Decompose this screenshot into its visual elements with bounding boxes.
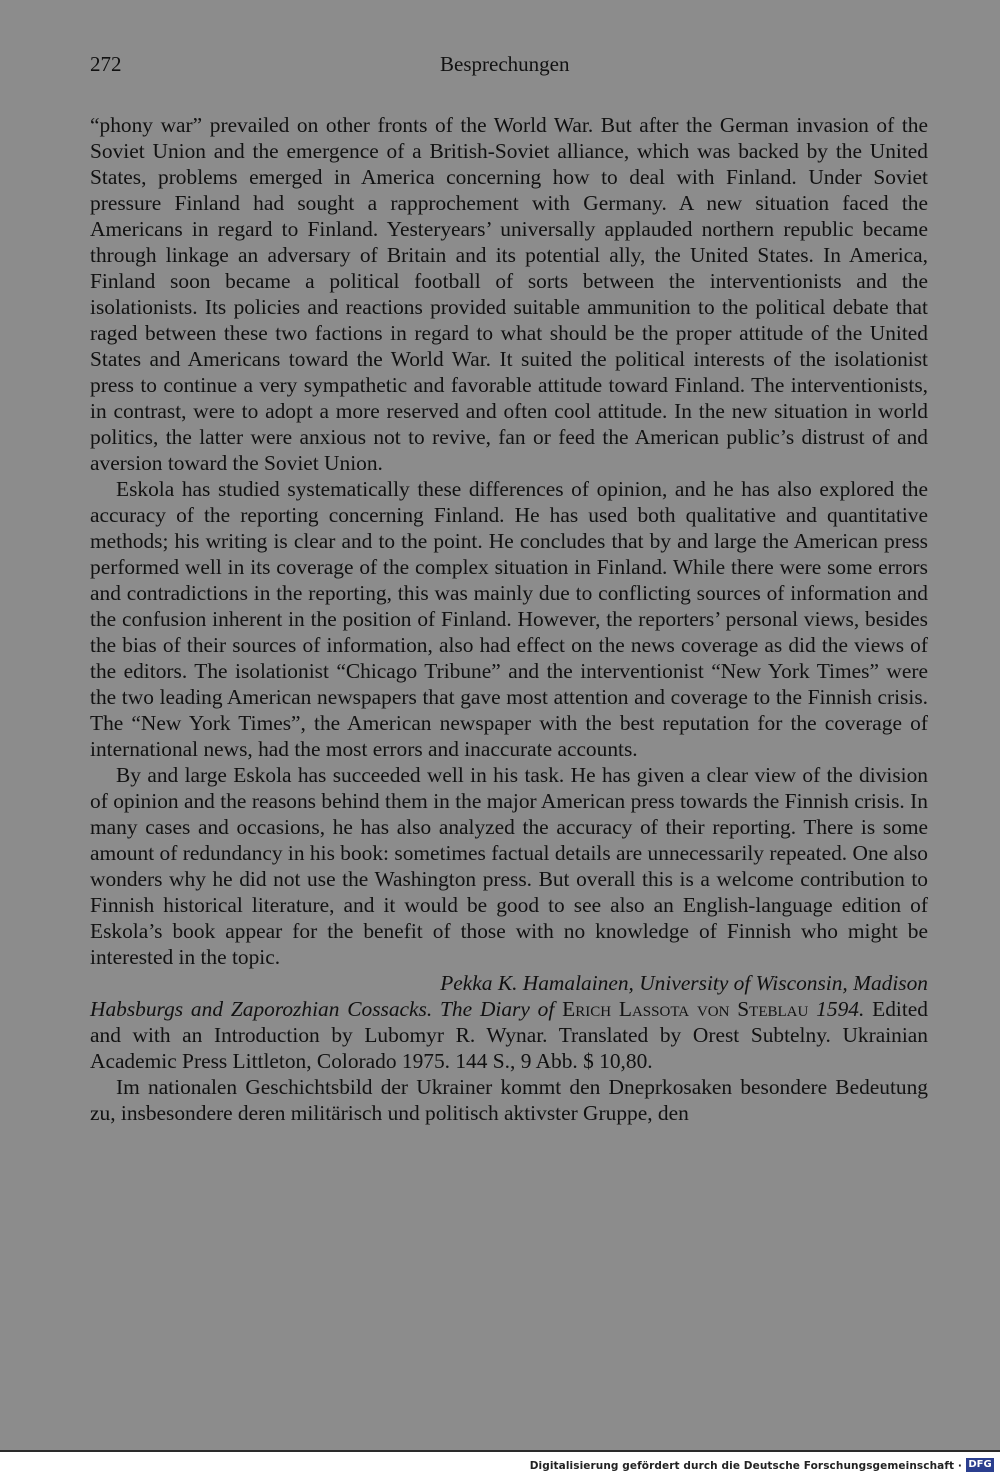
page-number: 272: [90, 52, 122, 76]
running-title: Besprechungen: [440, 52, 570, 76]
review2-citation-details: Edited and with an Introduction by Lubomyr R. Wynar. Translated by Orest Subtelny. Ukrainian Academic Press Littleton, Colorado 1975. 144 S., 9 Abb. $ 10,80.: [90, 997, 928, 1073]
review1-paragraph-3: By and large Eskola has succeeded well in his task. He has given a clear view of the division of opinion and the reasons behind them in the major American press towards the Finnish crisis. In many cases and occasions, he has also analyzed the accuracy of their reporting. There is some amount of redundancy in his book: sometimes factual details are unnecessarily repeated. One also wonders why he did not use the Washington press. But overall this is a welcome contribution to Finnish historical literature, and it would be good to see also an English-language edition of Eskola’s book appear for the benefit of those with no knowledge of Finnish who might be interested in the topic.: [90, 763, 928, 969]
review2-author: Erich Lassota von Steblau: [562, 997, 809, 1021]
page-header: [90, 52, 930, 82]
page-body: [90, 112, 928, 1126]
reviewer-signature: Pekka K. Hamalainen, University of Wisconsin, Madison: [440, 971, 928, 995]
review2-paragraph-1: Im nationalen Geschichtsbild der Ukrainer kommt den Dneprkosaken besondere Bedeutung zu, insbesondere deren militärisch und politisch aktivster Gruppe, den: [90, 1075, 928, 1125]
review2-year: 1594.: [816, 997, 865, 1021]
review1-paragraph-2: Eskola has studied systematically these differences of opinion, and he has also explored the accuracy of the reporting concerning Finland. He has used both qualitative and quantitative methods; his writing is clear and to the point. He concludes that by and large the American press performed well in its coverage of the complex situation in Finland. While there were some errors and contradictions in the reporting, this was mainly due to conflicting sources of information and the confusion inherent in the position of Finland. However, the reporters’ personal views, besides the bias of their sources of information, also had effect on the news coverage as did the views of the editors. The isolationist “Chicago Tribune” and the interventionist “New York Times” were the two leading American newspapers that gave most attention and coverage to the Finnish crisis. The “New York Times”, the American newspaper with the best reputation for the coverage of international news, had the most errors and inaccurate accounts.: [90, 477, 928, 761]
review2-citation: [90, 996, 928, 1074]
digitization-credit: Digitalisierung gefördert durch die Deutsche Forschungsgemeinschaft ·: [529, 1460, 962, 1472]
dfg-logo: DFG: [966, 1458, 994, 1472]
review1-paragraph-1: “phony war” prevailed on other fronts of the World War. But after the German invasion of the Soviet Union and the emergence of a British-Soviet alliance, which was backed by the United States, problems emerged in America concerning how to deal with Finland. Under Soviet pressure Finland had sought a rapprochement with Germany. A new situation faced the Americans in regard to Finland. Yesteryears’ universally applauded northern republic became through linkage an adversary of Britain and its potential ally, the United States. In America, Finland soon became a political football of sorts between the interventionists and the isolationists. Its policies and reactions provided suitable ammunition to the political debate that raged between these two factions in regard to what should be the proper attitude of the United States and Americans toward the World War. It suited the political interests of the isolationist press to continue a very sympathetic and favorable attitude toward Finland. The interventionists, in contrast, were to adopt a more reserved and often cool attitude. In the new situation in world politics, the latter were anxious not to revive, fan or feed the American public’s distrust of and aversion toward the Soviet Union.: [90, 113, 928, 475]
digitization-footer: [0, 1452, 1000, 1480]
review2-title: Habsburgs and Zaporozhian Cossacks. The Diary of: [90, 997, 555, 1021]
